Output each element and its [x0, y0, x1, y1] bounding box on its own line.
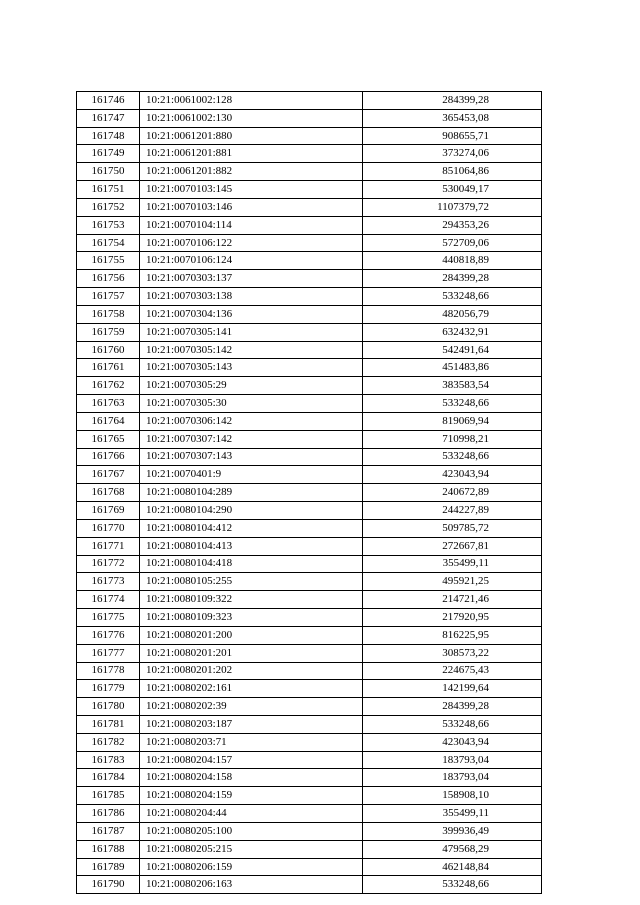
cadastral-value-cell: 214721,46 — [363, 591, 542, 609]
row-number-cell: 161751 — [77, 181, 140, 199]
table-row — [77, 145, 542, 163]
row-number-cell: 161774 — [77, 591, 140, 609]
row-number-cell: 161769 — [77, 502, 140, 520]
table-row — [77, 412, 542, 430]
cadastral-value-cell: 399936,49 — [363, 822, 542, 840]
cadastral-number-cell: 10:21:0070305:29 — [140, 377, 363, 395]
cadastral-number-cell: 10:21:0080202:161 — [140, 680, 363, 698]
row-number-cell: 161778 — [77, 662, 140, 680]
row-number-cell: 161779 — [77, 680, 140, 698]
row-number-cell: 161785 — [77, 787, 140, 805]
row-number-cell: 161747 — [77, 109, 140, 127]
cadastral-value-cell: 451483,86 — [363, 359, 542, 377]
table-row — [77, 733, 542, 751]
cadastral-value-cell: 816225,95 — [363, 626, 542, 644]
row-number-cell: 161786 — [77, 805, 140, 823]
cadastral-value-cell: 308573,22 — [363, 644, 542, 662]
cadastral-value-cell: 373274,06 — [363, 145, 542, 163]
cadastral-number-cell: 10:21:0061201:882 — [140, 163, 363, 181]
cadastral-value-cell: 244227,89 — [363, 502, 542, 520]
row-number-cell: 161746 — [77, 92, 140, 110]
cadastral-number-cell: 10:21:0061201:880 — [140, 127, 363, 145]
cadastral-number-cell: 10:21:0070104:114 — [140, 216, 363, 234]
cadastral-value-cell: 819069,94 — [363, 412, 542, 430]
cadastral-value-cell: 533248,66 — [363, 288, 542, 306]
table-row — [77, 751, 542, 769]
cadastral-number-cell: 10:21:0080201:200 — [140, 626, 363, 644]
cadastral-value-cell: 632432,91 — [363, 323, 542, 341]
cadastral-value-cell: 542491,64 — [363, 341, 542, 359]
cadastral-value-cell: 710998,21 — [363, 430, 542, 448]
cadastral-value-cell: 365453,08 — [363, 109, 542, 127]
cadastral-number-cell: 10:21:0080204:158 — [140, 769, 363, 787]
table-row — [77, 127, 542, 145]
cadastral-number-cell: 10:21:0080104:412 — [140, 519, 363, 537]
row-number-cell: 161753 — [77, 216, 140, 234]
row-number-cell: 161784 — [77, 769, 140, 787]
row-number-cell: 161783 — [77, 751, 140, 769]
cadastral-number-cell: 10:21:0080104:413 — [140, 537, 363, 555]
table-row — [77, 181, 542, 199]
cadastral-number-cell: 10:21:0070401:9 — [140, 466, 363, 484]
cadastral-value-cell: 284399,28 — [363, 270, 542, 288]
table-row — [77, 573, 542, 591]
cadastral-number-cell: 10:21:0070303:138 — [140, 288, 363, 306]
cadastral-number-cell: 10:21:0080206:159 — [140, 858, 363, 876]
row-number-cell: 161777 — [77, 644, 140, 662]
cadastral-number-cell: 10:21:0080202:39 — [140, 698, 363, 716]
table-row — [77, 769, 542, 787]
row-number-cell: 161789 — [77, 858, 140, 876]
row-number-cell: 161754 — [77, 234, 140, 252]
row-number-cell: 161748 — [77, 127, 140, 145]
cadastral-value-cell: 240672,89 — [363, 484, 542, 502]
table-row — [77, 680, 542, 698]
cadastral-value-cell: 224675,43 — [363, 662, 542, 680]
cadastral-number-cell: 10:21:0070106:122 — [140, 234, 363, 252]
cadastral-value-cell: 355499,11 — [363, 555, 542, 573]
table-row — [77, 537, 542, 555]
cadastral-value-cell: 509785,72 — [363, 519, 542, 537]
row-number-cell: 161780 — [77, 698, 140, 716]
row-number-cell: 161781 — [77, 715, 140, 733]
cadastral-value-cell: 142199,64 — [363, 680, 542, 698]
cadastral-number-cell: 10:21:0080201:202 — [140, 662, 363, 680]
cadastral-number-cell: 10:21:0080104:290 — [140, 502, 363, 520]
cadastral-number-cell: 10:21:0080204:44 — [140, 805, 363, 823]
row-number-cell: 161759 — [77, 323, 140, 341]
cadastral-number-cell: 10:21:0070306:142 — [140, 412, 363, 430]
cadastral-value-cell: 851064,86 — [363, 163, 542, 181]
cadastral-value-cell: 423043,94 — [363, 733, 542, 751]
row-number-cell: 161770 — [77, 519, 140, 537]
cadastral-value-cell: 482056,79 — [363, 305, 542, 323]
cadastral-number-cell: 10:21:0061002:128 — [140, 92, 363, 110]
row-number-cell: 161764 — [77, 412, 140, 430]
row-number-cell: 161760 — [77, 341, 140, 359]
cadastral-value-table — [76, 91, 542, 894]
cadastral-value-cell: 572709,06 — [363, 234, 542, 252]
table-row — [77, 305, 542, 323]
row-number-cell: 161761 — [77, 359, 140, 377]
cadastral-number-cell: 10:21:0070307:143 — [140, 448, 363, 466]
row-number-cell: 161750 — [77, 163, 140, 181]
row-number-cell: 161766 — [77, 448, 140, 466]
table-row — [77, 377, 542, 395]
cadastral-value-cell: 183793,04 — [363, 751, 542, 769]
row-number-cell: 161772 — [77, 555, 140, 573]
cadastral-value-cell: 479568,29 — [363, 840, 542, 858]
cadastral-number-cell: 10:21:0070305:142 — [140, 341, 363, 359]
table-row — [77, 448, 542, 466]
cadastral-value-cell: 908655,71 — [363, 127, 542, 145]
table-row — [77, 787, 542, 805]
cadastral-value-cell: 440818,89 — [363, 252, 542, 270]
cadastral-number-cell: 10:21:0080104:418 — [140, 555, 363, 573]
table-row — [77, 92, 542, 110]
table-row — [77, 234, 542, 252]
table-row — [77, 591, 542, 609]
row-number-cell: 161776 — [77, 626, 140, 644]
cadastral-value-cell: 495921,25 — [363, 573, 542, 591]
cadastral-number-cell: 10:21:0070307:142 — [140, 430, 363, 448]
table-row — [77, 216, 542, 234]
cadastral-value-cell: 183793,04 — [363, 769, 542, 787]
table-row — [77, 484, 542, 502]
cadastral-number-cell: 10:21:0080204:159 — [140, 787, 363, 805]
table-row — [77, 555, 542, 573]
cadastral-number-cell: 10:21:0080205:100 — [140, 822, 363, 840]
table-row — [77, 502, 542, 520]
cadastral-value-cell: 158908,10 — [363, 787, 542, 805]
cadastral-value-cell: 530049,17 — [363, 181, 542, 199]
cadastral-number-cell: 10:21:0070103:145 — [140, 181, 363, 199]
table-row — [77, 198, 542, 216]
table-row — [77, 626, 542, 644]
row-number-cell: 161775 — [77, 609, 140, 627]
row-number-cell: 161771 — [77, 537, 140, 555]
cadastral-value-cell: 533248,66 — [363, 395, 542, 413]
cadastral-value-cell: 1107379,72 — [363, 198, 542, 216]
row-number-cell: 161762 — [77, 377, 140, 395]
row-number-cell: 161757 — [77, 288, 140, 306]
cadastral-value-cell: 284399,28 — [363, 698, 542, 716]
table-row — [77, 109, 542, 127]
cadastral-number-cell: 10:21:0080104:289 — [140, 484, 363, 502]
cadastral-value-cell: 383583,54 — [363, 377, 542, 395]
cadastral-number-cell: 10:21:0070305:143 — [140, 359, 363, 377]
table-row — [77, 288, 542, 306]
table-row — [77, 858, 542, 876]
row-number-cell: 161758 — [77, 305, 140, 323]
table-row — [77, 662, 542, 680]
table-row — [77, 466, 542, 484]
cadastral-value-cell: 533248,66 — [363, 876, 542, 894]
table-row — [77, 805, 542, 823]
cadastral-number-cell: 10:21:0080203:71 — [140, 733, 363, 751]
row-number-cell: 161773 — [77, 573, 140, 591]
cadastral-value-cell: 294353,26 — [363, 216, 542, 234]
row-number-cell: 161782 — [77, 733, 140, 751]
cadastral-number-cell: 10:21:0061002:130 — [140, 109, 363, 127]
cadastral-value-cell: 423043,94 — [363, 466, 542, 484]
row-number-cell: 161749 — [77, 145, 140, 163]
row-number-cell: 161790 — [77, 876, 140, 894]
row-number-cell: 161788 — [77, 840, 140, 858]
table-row — [77, 519, 542, 537]
cadastral-number-cell: 10:21:0070103:146 — [140, 198, 363, 216]
cadastral-number-cell: 10:21:0070304:136 — [140, 305, 363, 323]
table-row — [77, 270, 542, 288]
row-number-cell: 161752 — [77, 198, 140, 216]
cadastral-value-cell: 217920,95 — [363, 609, 542, 627]
cadastral-number-cell: 10:21:0080205:215 — [140, 840, 363, 858]
cadastral-number-cell: 10:21:0080204:157 — [140, 751, 363, 769]
table-row — [77, 698, 542, 716]
cadastral-number-cell: 10:21:0080206:163 — [140, 876, 363, 894]
row-number-cell: 161755 — [77, 252, 140, 270]
table-row — [77, 876, 542, 894]
table-row — [77, 395, 542, 413]
table-row — [77, 822, 542, 840]
cadastral-number-cell: 10:21:0061201:881 — [140, 145, 363, 163]
cadastral-value-cell: 355499,11 — [363, 805, 542, 823]
row-number-cell: 161765 — [77, 430, 140, 448]
cadastral-number-cell: 10:21:0070305:30 — [140, 395, 363, 413]
table-body — [77, 92, 542, 894]
table-row — [77, 323, 542, 341]
cadastral-value-cell: 272667,81 — [363, 537, 542, 555]
table-row — [77, 715, 542, 733]
row-number-cell: 161787 — [77, 822, 140, 840]
table-row — [77, 359, 542, 377]
row-number-cell: 161763 — [77, 395, 140, 413]
cadastral-value-cell: 462148,84 — [363, 858, 542, 876]
cadastral-value-cell: 284399,28 — [363, 92, 542, 110]
cadastral-number-cell: 10:21:0070305:141 — [140, 323, 363, 341]
table-row — [77, 252, 542, 270]
cadastral-value-cell: 533248,66 — [363, 448, 542, 466]
table-row — [77, 644, 542, 662]
cadastral-number-cell: 10:21:0080201:201 — [140, 644, 363, 662]
table-row — [77, 840, 542, 858]
cadastral-number-cell: 10:21:0080203:187 — [140, 715, 363, 733]
table-row — [77, 609, 542, 627]
cadastral-number-cell: 10:21:0080105:255 — [140, 573, 363, 591]
table-row — [77, 341, 542, 359]
cadastral-number-cell: 10:21:0070106:124 — [140, 252, 363, 270]
row-number-cell: 161768 — [77, 484, 140, 502]
cadastral-value-cell: 533248,66 — [363, 715, 542, 733]
table-row — [77, 430, 542, 448]
row-number-cell: 161767 — [77, 466, 140, 484]
row-number-cell: 161756 — [77, 270, 140, 288]
cadastral-number-cell: 10:21:0080109:323 — [140, 609, 363, 627]
cadastral-number-cell: 10:21:0080109:322 — [140, 591, 363, 609]
cadastral-number-cell: 10:21:0070303:137 — [140, 270, 363, 288]
table-row — [77, 163, 542, 181]
